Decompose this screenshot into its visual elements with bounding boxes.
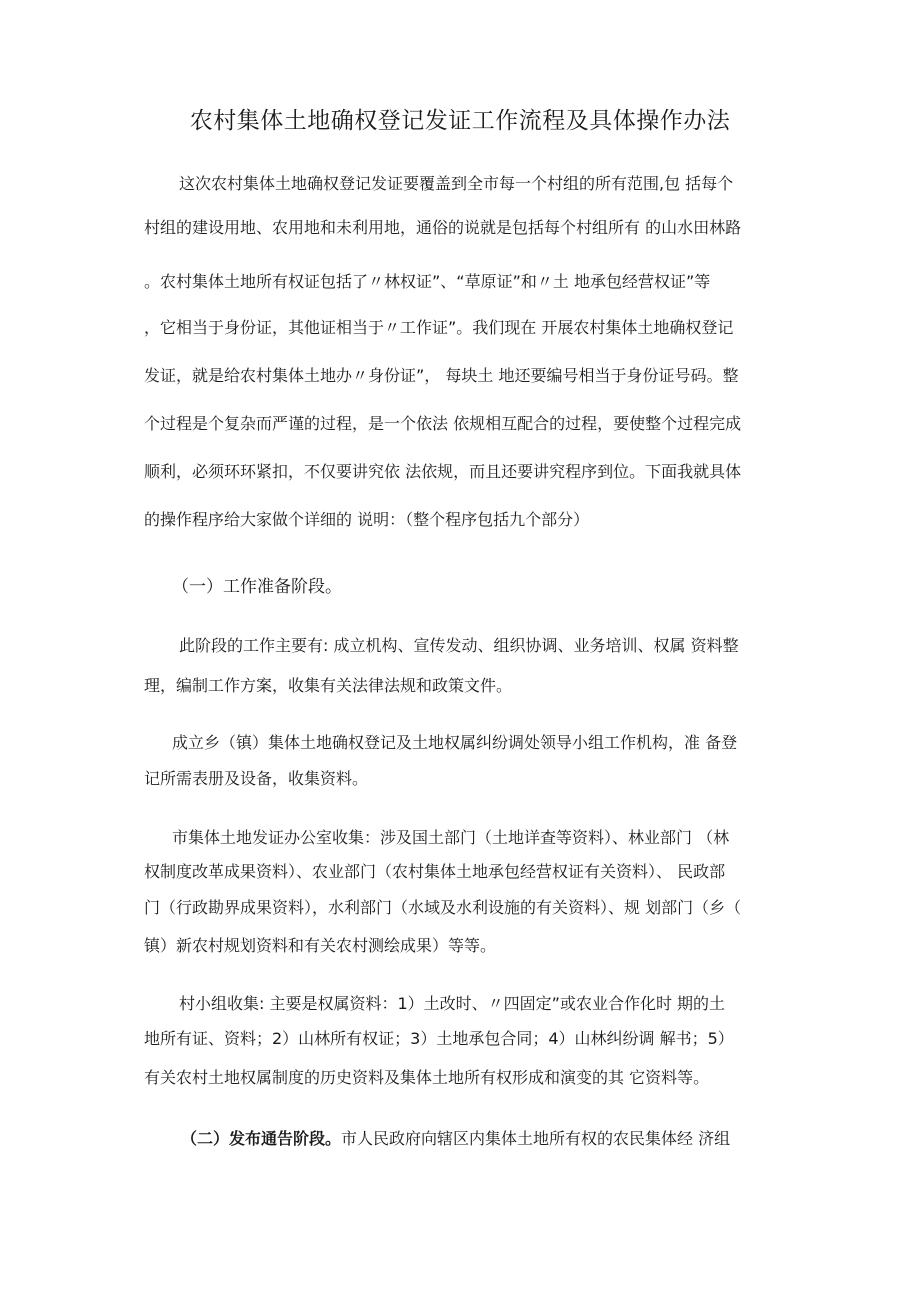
paragraph-line: 有关农村土地权属制度的历史资料及集体土地所有权形成和演变的其 它资料等。 xyxy=(144,1068,710,1087)
paragraph-line: 理，编制工作方案，收集有关法律法规和政策文件。 xyxy=(144,676,513,695)
paragraph-line: 市集体土地发证办公室收集：涉及国土部门（土地详查等资料）、林业部门 （林 xyxy=(172,828,730,847)
intro-line: 个过程是个复杂而严谨的过程，是一个依法 依规相互配合的过程，要使整个过程完成 xyxy=(144,414,742,433)
intro-line: 村组的建设用地、农用地和未利用地，通俗的说就是包括每个村组所有 的山水田林路 xyxy=(144,218,742,237)
section2-paragraph xyxy=(181,1127,730,1151)
intro-line: 顺利，必须环环紧扣，不仅要讲究依 法依规，而且还要讲究程序到位。下面我就具体 xyxy=(144,462,742,481)
paragraph-text: 市人民政府向辖区内集体土地所有权的农民集体经 济组 xyxy=(341,1129,731,1148)
document-title: 农村集体土地确权登记发证工作流程及具体操作办法 xyxy=(189,108,731,134)
paragraph-line: 地所有证、资料；2）山林所有权证；3）土地承包合同；4）山林纠纷调 解书；5） xyxy=(144,1029,734,1048)
paragraph-line: 镇）新农村规划资料和有关农村测绘成果）等等。 xyxy=(144,936,497,955)
intro-line: ，它相当于身份证，其他证相当于〃工作证”。我们现在 开展农村集体土地确权登记 xyxy=(144,318,734,337)
section-heading: （二）发布通告阶段。 xyxy=(181,1129,342,1148)
paragraph-line: 此阶段的工作主要有: 成立机构、宣传发动、组织协调、业务培训、权属 资料整 xyxy=(179,636,739,655)
intro-line: 这次农村集体土地确权登记发证要覆盖到全市每一个村组的所有范围,包 括每个 xyxy=(179,174,734,193)
intro-line: 发证，就是给农村集体土地办〃身份证”， 每块土 地还要编号相当于身份证号码。整 xyxy=(144,366,739,385)
paragraph-line: 权制度改革成果资料）、农业部门（农村集体土地承包经营权证有关资料）、 民政部 xyxy=(144,862,726,881)
paragraph-line: 门（行政勘界成果资料），水利部门（水域及水利设施的有关资料）、规 划部门（乡（ xyxy=(144,898,742,917)
paragraph-line: 记所需表册及设备，收集资料。 xyxy=(144,769,369,788)
paragraph-line: 成立乡（镇）集体土地确权登记及土地权属纠纷调处领导小组工作机构，准 备登 xyxy=(172,733,738,752)
intro-line: 的操作程序给大家做个详细的 说明：（整个程序包括九个部分） xyxy=(144,510,590,529)
section-heading: （一）工作准备阶段。 xyxy=(172,577,342,597)
paragraph-line: 村小组收集: 主要是权属资料：1）土改时、〃四固定”或农业合作化时 期的土 xyxy=(179,994,726,1013)
intro-line: 。农村集体土地所有权证包括了〃林权证”、“草原证”和〃土 地承包经营权证”等 xyxy=(144,272,711,291)
